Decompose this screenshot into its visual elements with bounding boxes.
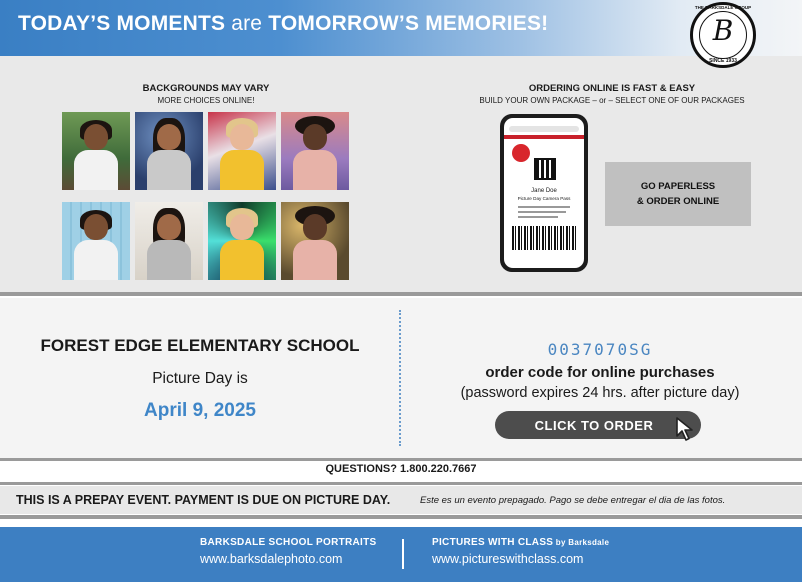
- picture-day-label: Picture Day is: [152, 370, 248, 387]
- pictures-with-class-link[interactable]: www.pictureswithclass.com: [432, 552, 584, 566]
- section-divider: [0, 292, 802, 296]
- sample-portrait-7: [208, 202, 276, 280]
- section-divider: [0, 482, 802, 485]
- backgrounds-subheading: MORE CHOICES ONLINE!: [157, 96, 255, 105]
- barcode-icon: [512, 226, 576, 250]
- footer-right: [432, 537, 609, 566]
- picture-day-date: April 9, 2025: [144, 400, 256, 421]
- go-paperless-button[interactable]: [605, 162, 751, 226]
- section-divider: [0, 458, 802, 461]
- banner-headline-part1: TODAY’S MOMENTS: [18, 12, 226, 35]
- header-banner: [0, 0, 802, 56]
- upper-panel: [0, 56, 802, 294]
- footer-right-title-main: PICTURES WITH CLASS: [432, 537, 554, 548]
- sample-portrait-5: [62, 202, 130, 280]
- prepay-notice-spanish: Este es un evento prepagado. Pago se debe entregar el dia de las fotos.: [420, 495, 726, 506]
- picture-day-section: [0, 298, 802, 458]
- phone-red-badge: [512, 144, 530, 162]
- section-divider: [0, 515, 802, 519]
- pointer-cursor-icon: [674, 416, 698, 442]
- barksdale-logo: [690, 2, 756, 68]
- footer-divider: [402, 539, 404, 569]
- phone-url-bar: [509, 126, 579, 132]
- click-to-order-button[interactable]: CLICK TO ORDER: [495, 411, 701, 439]
- ordering-subheading: BUILD YOUR OWN PACKAGE – or – SELECT ONE OF OUR PACKAGES: [479, 96, 745, 105]
- sample-portrait-1: [62, 112, 130, 190]
- paperless-line-1: GO PAPERLESS: [640, 181, 716, 192]
- sample-portrait-6: [135, 202, 203, 280]
- logo-monogram: B: [712, 14, 734, 47]
- order-code: 0037070SG: [547, 340, 653, 359]
- footer-right-title: [432, 537, 609, 548]
- school-name: FOREST EDGE ELEMENTARY SCHOOL: [40, 336, 360, 355]
- phone-detail-line: [518, 216, 558, 218]
- paperless-line-2: & ORDER ONLINE: [636, 196, 720, 207]
- qr-code-icon: [534, 158, 556, 180]
- banner-headline: [18, 12, 548, 36]
- banner-headline-part3: TOMORROW’S MEMORIES!: [268, 12, 549, 35]
- sample-portrait-8: [281, 202, 349, 280]
- phone-screen: [504, 118, 584, 268]
- footer: [0, 527, 802, 582]
- phone-pass-title: Picture Day Camera Pass: [517, 196, 571, 201]
- prepay-notice: THIS IS A PREPAY EVENT. PAYMENT IS DUE ON PICTURE DAY.: [16, 493, 391, 507]
- password-note: (password expires 24 hrs. after picture day): [460, 385, 740, 401]
- banner-headline-part2: are: [225, 12, 269, 35]
- backgrounds-heading: BACKGROUNDS MAY VARY: [142, 83, 270, 94]
- footer-left-title: BARKSDALE SCHOOL PORTRAITS: [200, 537, 377, 548]
- phone-detail-line: [518, 206, 570, 208]
- phone-mockup: [500, 114, 588, 272]
- sample-portrait-2: [135, 112, 203, 190]
- ordering-heading: ORDERING ONLINE IS FAST & EASY: [528, 83, 696, 94]
- phone-detail-line: [518, 211, 566, 213]
- logo-bottom-text: SINCE 1933: [709, 58, 737, 64]
- order-code-label: order code for online purchases: [485, 364, 715, 381]
- sample-portrait-4: [281, 112, 349, 190]
- phone-pass-name: Jane Doe: [531, 188, 557, 194]
- barksdale-photo-link[interactable]: www.barksdalephoto.com: [200, 552, 343, 566]
- footer-right-title-suffix: by Barksdale: [553, 538, 610, 547]
- footer-left: [200, 537, 377, 566]
- phone-brand-bar: [504, 135, 584, 139]
- questions-phone: QUESTIONS? 1.800.220.7667: [325, 463, 477, 475]
- logo-top-text: THE BARKSDALE GROUP: [694, 5, 752, 10]
- sample-portrait-3: [208, 112, 276, 190]
